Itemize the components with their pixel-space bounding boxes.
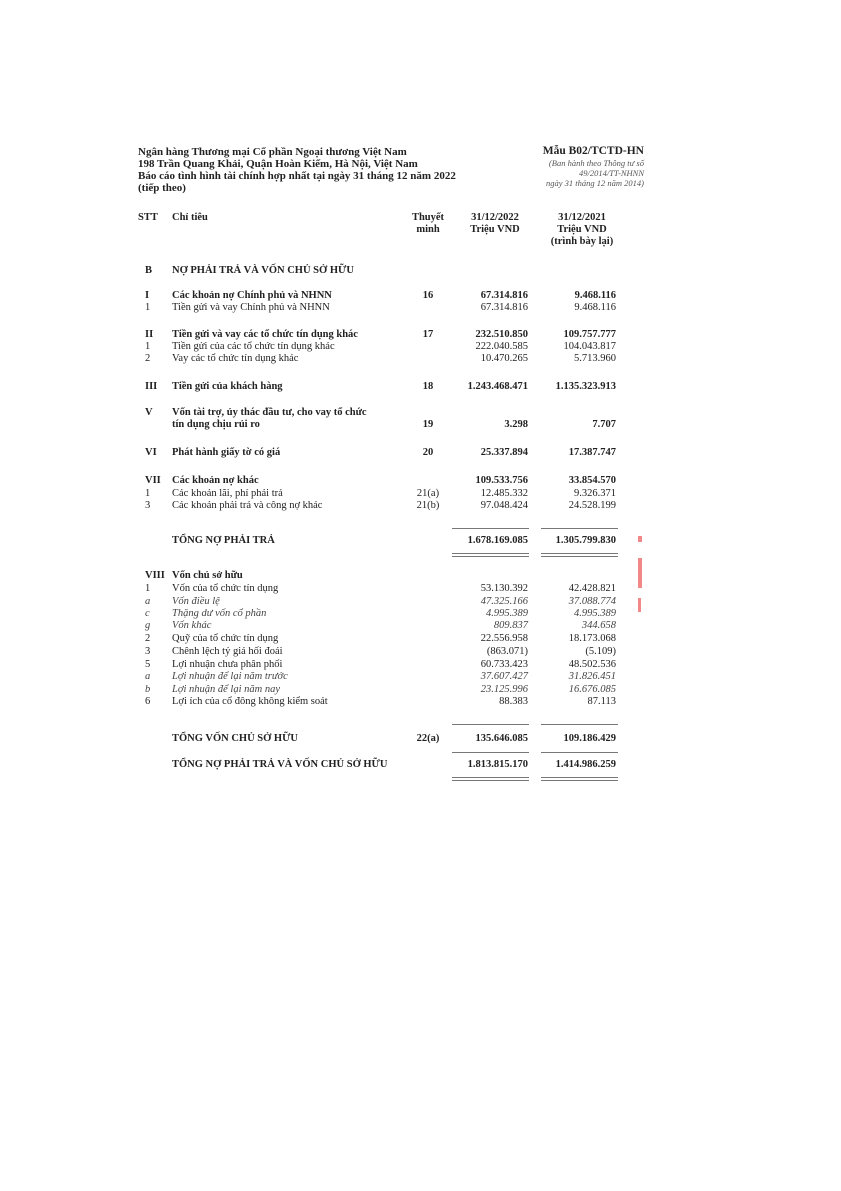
report-continued: (tiếp theo) <box>138 182 186 194</box>
table-row <box>0 488 841 500</box>
table-row <box>0 381 841 393</box>
row-label: NỢ PHẢI TRẢ VÀ VỐN CHỦ SỞ HỮU <box>172 265 354 276</box>
row-value-2022: (863.071) <box>486 646 528 657</box>
rule <box>541 752 618 753</box>
row-value-2022: 97.048.424 <box>480 500 528 511</box>
rule <box>541 528 618 529</box>
row-label: Vốn của tổ chức tín dụng <box>172 583 279 594</box>
row-value-2021: 5.713.960 <box>574 353 616 364</box>
table-row <box>0 265 841 277</box>
row-stt: V <box>145 407 153 418</box>
row-stt: VIII <box>145 570 165 581</box>
row-label: Các khoản lãi, phí phải trả <box>172 488 283 499</box>
row-value-2021: 18.173.068 <box>568 633 616 644</box>
row-note: 22(a) <box>416 733 440 744</box>
table-row <box>0 759 841 771</box>
form-code: Mẫu B02/TCTD-HN <box>542 145 644 157</box>
row-note: 17 <box>422 329 434 340</box>
col-2021-restated: (trình bày lại) <box>550 236 614 247</box>
row-stt: 6 <box>145 696 151 707</box>
table-row <box>0 596 841 608</box>
col-note <box>400 212 456 236</box>
form-sub1: (Ban hành theo Thông tư số <box>548 158 644 168</box>
table-row <box>0 608 841 620</box>
double-rule <box>541 777 618 781</box>
col-stt: STT <box>138 212 158 223</box>
double-rule <box>452 777 529 781</box>
double-rule <box>541 553 618 557</box>
row-label: Các khoản phải trả và công nợ khác <box>172 500 323 511</box>
row-value-2022: 88.383 <box>499 696 528 707</box>
row-value-2021: 9.468.116 <box>574 302 616 313</box>
row-stt: VI <box>145 447 157 458</box>
stamp-fragment <box>638 598 641 612</box>
col-2022-date: 31/12/2022 <box>471 212 519 223</box>
form-sub3: ngày 31 tháng 12 năm 2014) <box>546 178 644 188</box>
row-note: 21(b) <box>416 500 440 511</box>
row-stt: c <box>145 608 150 619</box>
row-label: Tiền gửi của các tổ chức tín dụng khác <box>172 341 335 352</box>
row-value-2021: 16.676.085 <box>568 684 616 695</box>
row-label: Các khoản nợ Chính phủ và NHNN <box>172 290 332 301</box>
row-label: Vốn tài trợ, ủy thác đầu tư, cho vay tổ chức <box>172 407 367 418</box>
row-value-2022: 67.314.816 <box>480 290 528 301</box>
row-stt: B <box>145 265 153 276</box>
row-stt: 1 <box>145 302 151 313</box>
row-value-2022: 22.556.958 <box>480 633 528 644</box>
table-row <box>0 447 841 459</box>
table-row <box>0 684 841 696</box>
row-label: Vốn khác <box>172 620 212 631</box>
row-value-2021: 1.414.986.259 <box>555 759 616 770</box>
row-stt: III <box>145 381 158 392</box>
row-stt: 1 <box>145 341 151 352</box>
row-value-2022: 25.337.894 <box>480 447 528 458</box>
row-stt: a <box>145 596 151 607</box>
col-2021 <box>540 212 624 248</box>
table-row <box>0 733 841 745</box>
row-stt: 5 <box>145 659 151 670</box>
row-value-2022: 3.298 <box>504 419 528 430</box>
row-value-2021: 7.707 <box>592 419 616 430</box>
row-stt: II <box>145 329 154 340</box>
row-value-2021: 24.528.199 <box>568 500 616 511</box>
row-value-2021: 4.995.389 <box>574 608 616 619</box>
col-note-line1: Thuyết <box>411 212 445 223</box>
row-stt: 1 <box>145 488 151 499</box>
row-label: Vốn điều lệ <box>172 596 220 607</box>
row-value-2021: 104.043.817 <box>563 341 616 352</box>
row-stt: 1 <box>145 583 151 594</box>
row-value-2021: 31.826.451 <box>568 671 616 682</box>
row-value-2022: 37.607.427 <box>480 671 528 682</box>
row-value-2022: 4.995.389 <box>486 608 528 619</box>
table-row <box>0 535 841 547</box>
row-value-2022: 809.837 <box>493 620 528 631</box>
bank-name: Ngân hàng Thương mại Cổ phần Ngoại thương Việt Nam <box>138 146 407 158</box>
row-value-2022: 23.125.996 <box>480 684 528 695</box>
row-value-2022: 1.243.468.471 <box>467 381 528 392</box>
row-value-2022: 47.325.166 <box>480 596 528 607</box>
table-row <box>0 341 841 353</box>
row-value-2021: 33.854.570 <box>568 475 616 486</box>
row-value-2021: 87.113 <box>587 696 616 707</box>
row-value-2021: 1.305.799.830 <box>555 535 616 546</box>
table-row <box>0 620 841 632</box>
row-value-2021: 17.387.747 <box>568 447 616 458</box>
col-2021-date: 31/12/2021 <box>558 212 606 223</box>
row-label: Lợi nhuận chưa phân phối <box>172 659 283 670</box>
row-label: Phát hành giấy tờ có giá <box>172 447 281 458</box>
row-label: Quỹ của tổ chức tín dụng <box>172 633 279 644</box>
table-row <box>0 500 841 512</box>
row-value-2021: 9.468.116 <box>574 290 616 301</box>
row-stt: b <box>145 684 151 695</box>
row-label: Tiền gửi của khách hàng <box>172 381 283 392</box>
row-stt: 2 <box>145 633 151 644</box>
table-row <box>0 290 841 302</box>
row-label: Lợi ích của cổ đông không kiểm soát <box>172 696 328 707</box>
report-title: Báo cáo tình hình tài chính hợp nhất tại ngày 31 tháng 12 năm 2022 <box>138 170 456 182</box>
row-stt: a <box>145 671 151 682</box>
table-row <box>0 671 841 683</box>
row-value-2022: 1.813.815.170 <box>467 759 528 770</box>
table-row <box>0 419 841 431</box>
row-label: Lợi nhuận để lại năm nay <box>172 684 280 695</box>
rule <box>452 724 529 725</box>
col-note-line2: minh <box>416 224 440 235</box>
row-note: 18 <box>422 381 434 392</box>
table-row <box>0 633 841 645</box>
row-label: TỔNG NỢ PHẢI TRẢ VÀ VỐN CHỦ SỞ HỮU <box>172 759 388 770</box>
row-value-2022: 109.533.756 <box>475 475 528 486</box>
row-value-2022: 232.510.850 <box>475 329 528 340</box>
row-label: Vay các tổ chức tín dụng khác <box>172 353 299 364</box>
row-stt: VII <box>145 475 161 486</box>
row-value-2022: 222.040.585 <box>475 341 528 352</box>
row-value-2022: 60.733.423 <box>480 659 528 670</box>
stamp-fragment <box>638 536 642 542</box>
table-row <box>0 583 841 595</box>
row-stt: 3 <box>145 646 151 657</box>
row-value-2021: 42.428.821 <box>568 583 616 594</box>
table-row <box>0 570 841 582</box>
row-label: Lợi nhuận để lại năm trước <box>172 671 288 682</box>
double-rule <box>452 553 529 557</box>
row-note: 20 <box>422 447 434 458</box>
col-label: Chỉ tiêu <box>172 212 208 223</box>
table-row <box>0 659 841 671</box>
form-sub2: 49/2014/TT-NHNN <box>578 168 644 178</box>
col-2021-unit: Triệu VND <box>557 224 607 235</box>
row-value-2022: 10.470.265 <box>480 353 528 364</box>
table-row <box>0 353 841 365</box>
row-label: Các khoản nợ khác <box>172 475 259 486</box>
row-value-2021: 109.186.429 <box>563 733 616 744</box>
row-note: 19 <box>422 419 434 430</box>
rule <box>452 528 529 529</box>
form-reference <box>543 145 644 188</box>
row-stt: 2 <box>145 353 151 364</box>
row-label: Tiền gửi và vay Chính phủ và NHNN <box>172 302 330 313</box>
row-stt: g <box>145 620 151 631</box>
row-value-2022: 53.130.392 <box>480 583 528 594</box>
row-label: TỔNG VỐN CHỦ SỞ HỮU <box>172 733 299 744</box>
row-label: Vốn chủ sở hữu <box>172 570 243 581</box>
table-row <box>0 407 841 419</box>
row-value-2021: 37.088.774 <box>568 596 616 607</box>
row-stt: I <box>145 290 150 301</box>
row-value-2021: 9.326.371 <box>574 488 616 499</box>
row-value-2021: (5.109) <box>585 646 616 657</box>
row-label: Thặng dư vốn cổ phần <box>172 608 267 619</box>
row-value-2021: 48.502.536 <box>568 659 616 670</box>
rule <box>452 752 529 753</box>
row-value-2022: 1.678.169.085 <box>467 535 528 546</box>
row-label: tín dụng chịu rủi ro <box>172 419 260 430</box>
table-row <box>0 329 841 341</box>
row-value-2022: 67.314.816 <box>480 302 528 313</box>
row-value-2022: 135.646.085 <box>475 733 528 744</box>
row-value-2022: 12.485.332 <box>480 488 528 499</box>
stamp-fragment <box>638 558 642 588</box>
row-label: Tiền gửi và vay các tổ chức tín dụng khác <box>172 329 358 340</box>
col-2022 <box>455 212 535 236</box>
row-value-2021: 1.135.323.913 <box>555 381 616 392</box>
row-stt: 3 <box>145 500 151 511</box>
bank-address: 198 Trần Quang Khải, Quận Hoàn Kiếm, Hà Nội, Việt Nam <box>138 158 418 170</box>
table-row <box>0 646 841 658</box>
row-value-2021: 344.658 <box>581 620 616 631</box>
row-note: 16 <box>422 290 434 301</box>
col-2022-unit: Triệu VND <box>470 224 520 235</box>
row-label: TỔNG NỢ PHẢI TRẢ <box>172 535 275 546</box>
row-label: Chênh lệch tỷ giá hối đoái <box>172 646 283 657</box>
row-value-2021: 109.757.777 <box>563 329 616 340</box>
table-row <box>0 696 841 708</box>
rule <box>541 724 618 725</box>
table-row <box>0 302 841 314</box>
row-note: 21(a) <box>416 488 440 499</box>
table-row <box>0 475 841 487</box>
